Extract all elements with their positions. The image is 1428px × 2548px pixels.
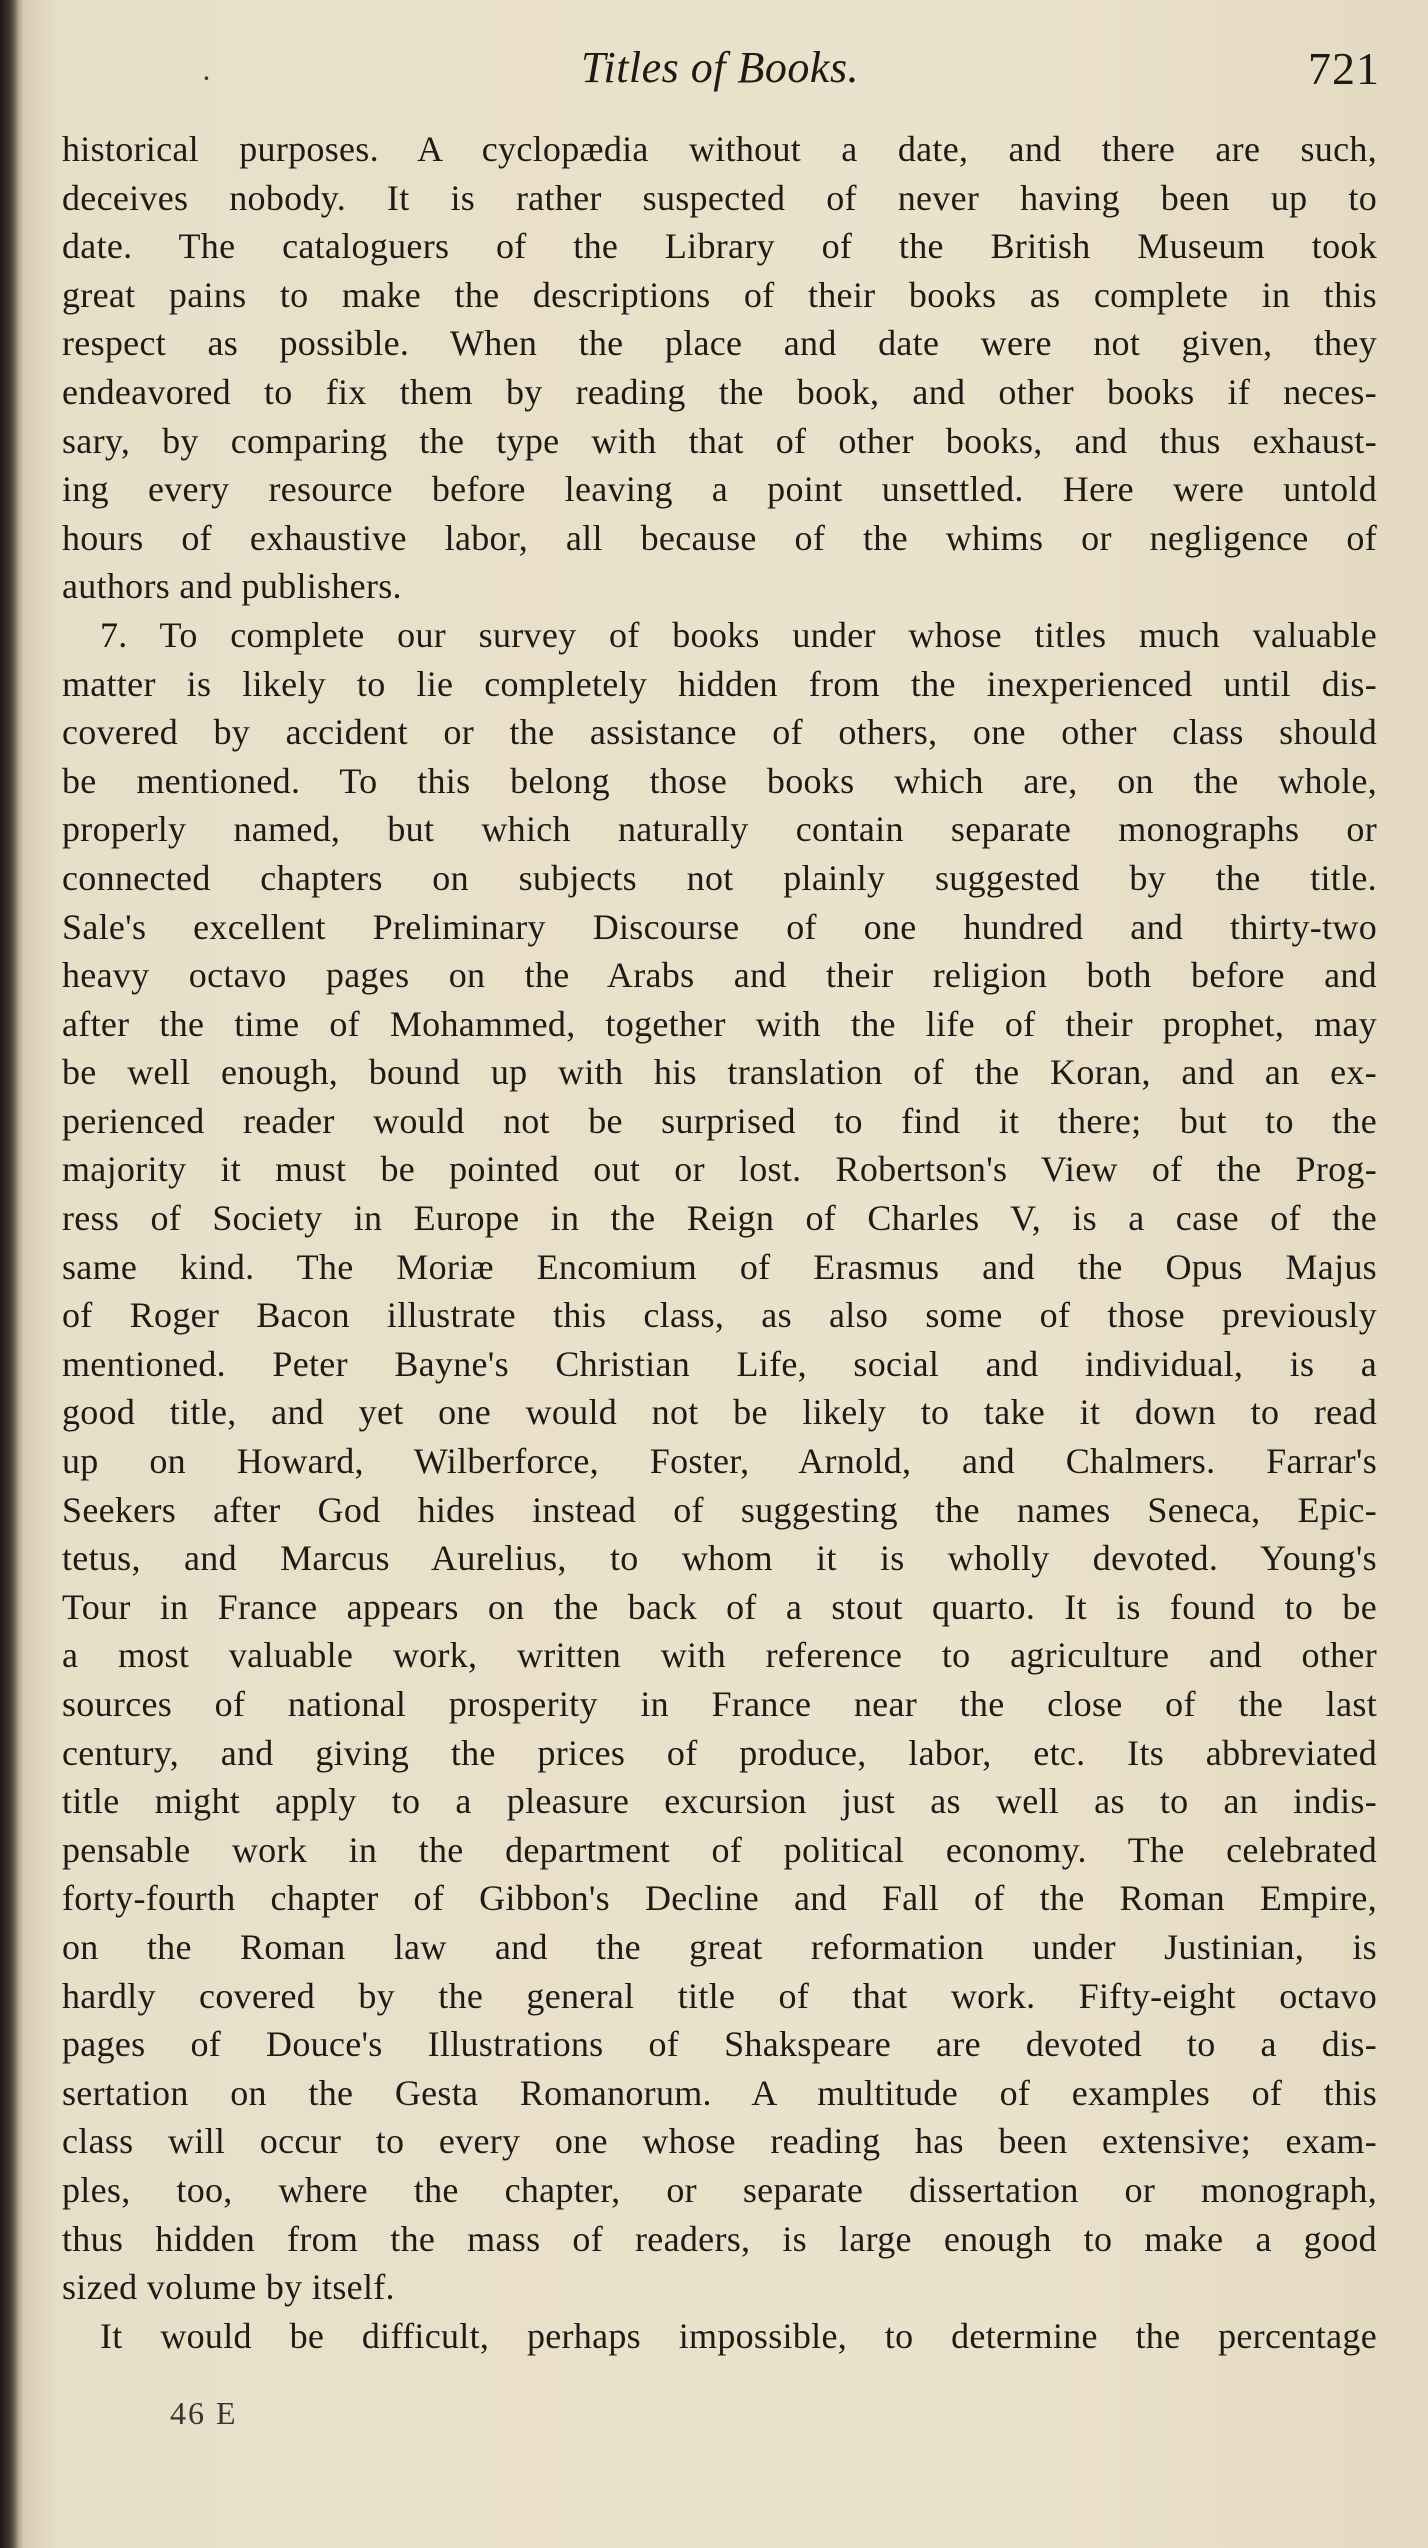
text-line: hardly covered by the general title of that work. Fifty-eight octavo	[62, 1975, 1377, 2016]
printer-signature-mark: 46 E	[170, 2395, 238, 2431]
text-line: matter is likely to lie completely hidden from the inexperienced until dis-	[62, 663, 1377, 704]
text-line: a most valuable work, written with reference to agriculture and other	[62, 1635, 1377, 1676]
text-line: be well enough, bound up with his translation of the Koran, and an ex-	[62, 1052, 1377, 1093]
text-line: majority it must be pointed out or lost. Robertson's View of the Prog-	[62, 1149, 1377, 1190]
text-line: perienced reader would not be surprised to find it there; but to the	[62, 1100, 1377, 1141]
text-line: covered by accident or the assistance of others, one other class should	[62, 712, 1377, 753]
body-text	[62, 125, 1377, 2360]
text-line: sary, by comparing the type with that of other books, and thus exhaust-	[62, 420, 1377, 461]
text-line: authors and publishers.	[62, 566, 402, 607]
text-line: Tour in France appears on the back of a stout quarto. It is found to be	[62, 1586, 1377, 1627]
text-line: sources of national prosperity in France near the close of the last	[62, 1684, 1377, 1724]
text-line: date. The cataloguers of the Library of the British Museum took	[62, 226, 1377, 267]
text-line: Sale's excellent Preliminary Discourse of one hundred and thirty-two	[62, 906, 1377, 947]
text-line: tetus, and Marcus Aurelius, to whom it is wholly devoted. Young's	[62, 1538, 1377, 1579]
text-line: pages of Douce's Illustrations of Shakspeare are devoted to a dis-	[62, 2024, 1377, 2065]
text-line: forty-fourth chapter of Gibbon's Decline and Fall of the Roman Empire,	[62, 1878, 1377, 1919]
text-line: ing every resource before leaving a point unsettled. Here were untold	[62, 469, 1377, 510]
text-line: mentioned. Peter Bayne's Christian Life, social and individual, is a	[62, 1343, 1377, 1384]
text-line: great pains to make the descriptions of their books as complete in this	[62, 274, 1377, 315]
text-line: connected chapters on subjects not plainly suggested by the title.	[62, 857, 1377, 898]
text-line: of Roger Bacon illustrate this class, as also some of those previously	[62, 1295, 1377, 1336]
text-line: title might apply to a pleasure excursion just as well as to an indis-	[62, 1781, 1377, 1822]
page-number: 721	[1308, 43, 1380, 94]
text-line: class will occur to every one whose reading has been extensive; exam-	[62, 2121, 1377, 2162]
text-line: sertation on the Gesta Romanorum. A multitude of examples of this	[62, 2072, 1377, 2113]
header-ornament-dot: ·	[202, 62, 211, 95]
text-line: good title, and yet one would not be likely to take it down to read	[62, 1392, 1377, 1433]
text-line: same kind. The Moriæ Encomium of Erasmus and the Opus Majus	[62, 1246, 1377, 1287]
text-line: historical purposes. A cyclopædia without a date, and there are such,	[62, 129, 1377, 169]
text-line: century, and giving the prices of produce, labor, etc. Its abbreviated	[62, 1732, 1377, 1773]
text-line: pensable work in the department of political economy. The celebrated	[62, 1829, 1377, 1870]
text-line: up on Howard, Wilberforce, Foster, Arnold, and Chalmers. Farrar's	[62, 1441, 1377, 1482]
text-line: after the time of Mohammed, together with the life of their prophet, may	[62, 1003, 1377, 1044]
text-line: ress of Society in Europe in the Reign of Charles V, is a case of the	[62, 1198, 1377, 1239]
text-line: sized volume by itself.	[62, 2267, 395, 2308]
text-line: endeavored to fix them by reading the book, and other books if neces-	[62, 371, 1377, 412]
text-line: be mentioned. To this belong those books which are, on the whole,	[62, 760, 1377, 801]
running-header	[60, 38, 1380, 108]
text-line: properly named, but which naturally contain separate monographs or	[62, 809, 1377, 850]
text-line: deceives nobody. It is rather suspected of never having been up to	[62, 177, 1377, 218]
header-title: Titles of Books.	[580, 43, 860, 92]
text-line: hours of exhaustive labor, all because of the whims or negligence of	[62, 517, 1377, 558]
text-line: It would be difficult, perhaps impossible, to determine the percentage	[100, 2315, 1377, 2356]
text-line: ples, too, where the chapter, or separate dissertation or monograph,	[62, 2169, 1377, 2210]
text-line: heavy octavo pages on the Arabs and their religion both before and	[62, 955, 1377, 996]
text-line: on the Roman law and the great reformation under Justinian, is	[62, 1926, 1377, 1967]
text-line: Seekers after God hides instead of suggesting the names Seneca, Epic-	[62, 1489, 1377, 1530]
text-line: 7. To complete our survey of books under whose titles much valuable	[100, 614, 1377, 655]
text-line: thus hidden from the mass of readers, is large enough to make a good	[62, 2218, 1377, 2259]
binding-gutter-shadow	[0, 0, 18, 2548]
text-line: respect as possible. When the place and date were not given, they	[62, 323, 1377, 364]
